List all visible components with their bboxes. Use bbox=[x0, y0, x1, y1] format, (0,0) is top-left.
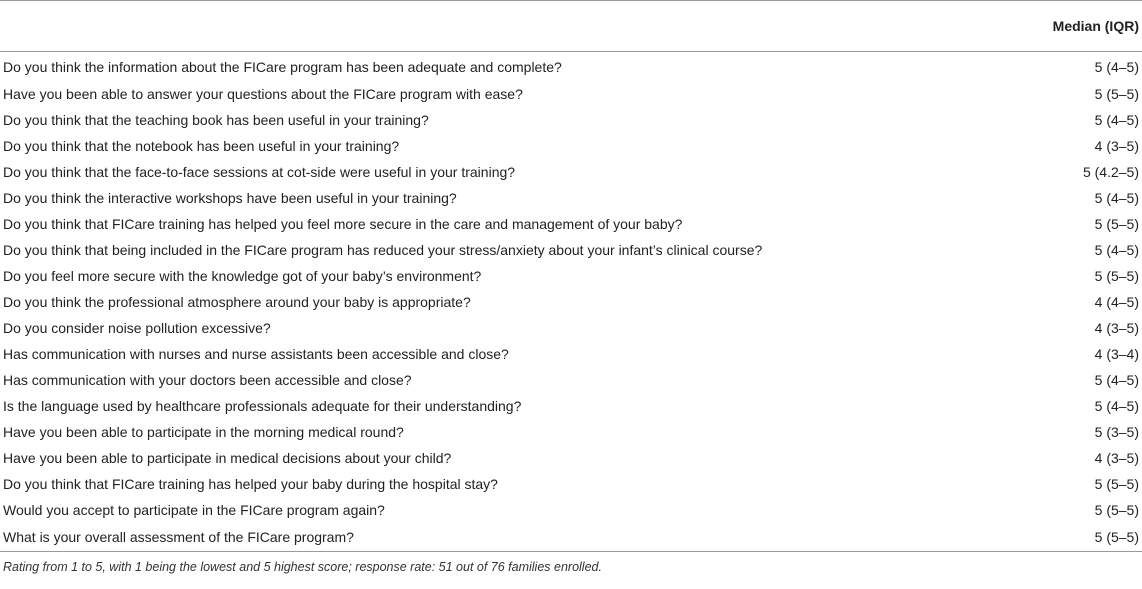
table-row bbox=[0, 81, 1142, 107]
table-row bbox=[0, 289, 1142, 315]
table-row bbox=[0, 419, 1142, 445]
median-iqr-cell: 5 (4–5) bbox=[1094, 398, 1139, 414]
table-row bbox=[0, 211, 1142, 237]
question-cell: Would you accept to participate in the FICare program again? bbox=[3, 502, 385, 518]
median-iqr-cell: 5 (4–5) bbox=[1094, 112, 1139, 128]
median-iqr-cell: 5 (5–5) bbox=[1012, 523, 1142, 552]
question-cell: Do you think that the teaching book has been useful in your training? bbox=[3, 112, 429, 128]
table-row bbox=[0, 341, 1142, 367]
median-iqr-cell: 5 (4.2–5) bbox=[1082, 164, 1139, 180]
question-cell: Have you been able to participate in the morning medical round? bbox=[3, 424, 404, 440]
median-iqr-cell: 5 (4–5) bbox=[1094, 190, 1139, 206]
question-cell: Do you think the interactive workshops have been useful in your training? bbox=[3, 190, 457, 206]
median-iqr-cell: 5 (5–5) bbox=[1094, 476, 1139, 492]
table-body bbox=[0, 52, 1142, 552]
question-cell: Do you consider noise pollution excessive? bbox=[3, 320, 271, 336]
question-cell: Has communication with your doctors been accessible and close? bbox=[3, 372, 412, 388]
question-cell: Do you think that the face-to-face sessions at cot-side were useful in your training? bbox=[3, 164, 516, 180]
question-cell: Have you been able to answer your questions about the FICare program with ease? bbox=[3, 86, 523, 102]
median-iqr-cell: 5 (4–5) bbox=[1094, 58, 1139, 75]
median-iqr-cell: 5 (3–5) bbox=[1094, 424, 1139, 440]
median-iqr-cell: 5 (5–5) bbox=[1094, 216, 1139, 232]
median-iqr-cell: 4 (3–5) bbox=[1094, 138, 1139, 154]
table-footnote: Rating from 1 to 5, with 1 being the lowest and 5 highest score; response rate: 51 out of 76 families enrolled. bbox=[3, 560, 602, 574]
table-row bbox=[0, 107, 1142, 133]
question-cell: Do you think that FICare training has helped your baby during the hospital stay? bbox=[3, 476, 498, 492]
table-row bbox=[0, 185, 1142, 211]
table-row bbox=[0, 367, 1142, 393]
table-row bbox=[0, 237, 1142, 263]
median-iqr-cell: 4 (3–5) bbox=[1094, 320, 1139, 336]
table-row bbox=[0, 52, 1142, 82]
table-row bbox=[0, 445, 1142, 471]
table-row bbox=[0, 159, 1142, 185]
question-cell: Has communication with nurses and nurse assistants been accessible and close? bbox=[3, 346, 509, 362]
median-iqr-cell: 5 (5–5) bbox=[1094, 86, 1139, 102]
question-cell: What is your overall assessment of the FICare program? bbox=[0, 523, 1012, 552]
table-row bbox=[0, 471, 1142, 497]
question-cell: Do you think that being included in the FICare program has reduced your stress/anxiety about your infant’s clinical course? bbox=[3, 242, 763, 258]
question-cell: Do you think that the notebook has been useful in your training? bbox=[3, 138, 400, 154]
table-row bbox=[0, 497, 1142, 523]
median-iqr-cell: 5 (5–5) bbox=[1094, 268, 1139, 284]
median-iqr-cell: 4 (4–5) bbox=[1094, 294, 1139, 310]
median-iqr-cell: 4 (3–5) bbox=[1094, 450, 1139, 466]
header-question bbox=[0, 1, 1012, 52]
table-row bbox=[0, 263, 1142, 289]
question-cell: Have you been able to participate in medical decisions about your child? bbox=[3, 450, 452, 466]
median-iqr-cell: 5 (5–5) bbox=[1094, 502, 1139, 518]
table-row bbox=[0, 393, 1142, 419]
table-row bbox=[0, 523, 1142, 552]
question-cell: Do you feel more secure with the knowledge got of your baby’s environment? bbox=[3, 268, 482, 284]
table-row bbox=[0, 133, 1142, 159]
median-iqr-cell: 5 (4–5) bbox=[1094, 372, 1139, 388]
header-row bbox=[0, 1, 1142, 52]
table-header bbox=[0, 1, 1142, 52]
median-iqr-cell: 4 (3–4) bbox=[1094, 346, 1139, 362]
header-median-iqr: Median (IQR) bbox=[1012, 1, 1142, 52]
question-cell: Do you think that FICare training has helped you feel more secure in the care and management of your baby? bbox=[3, 216, 683, 232]
table-row bbox=[0, 315, 1142, 341]
question-cell: Is the language used by healthcare professionals adequate for their understanding? bbox=[3, 398, 522, 414]
question-cell: Do you think the information about the FICare program has been adequate and complete? bbox=[3, 58, 562, 75]
median-iqr-cell: 5 (4–5) bbox=[1094, 242, 1139, 258]
question-cell: Do you think the professional atmosphere around your baby is appropriate? bbox=[3, 294, 471, 310]
